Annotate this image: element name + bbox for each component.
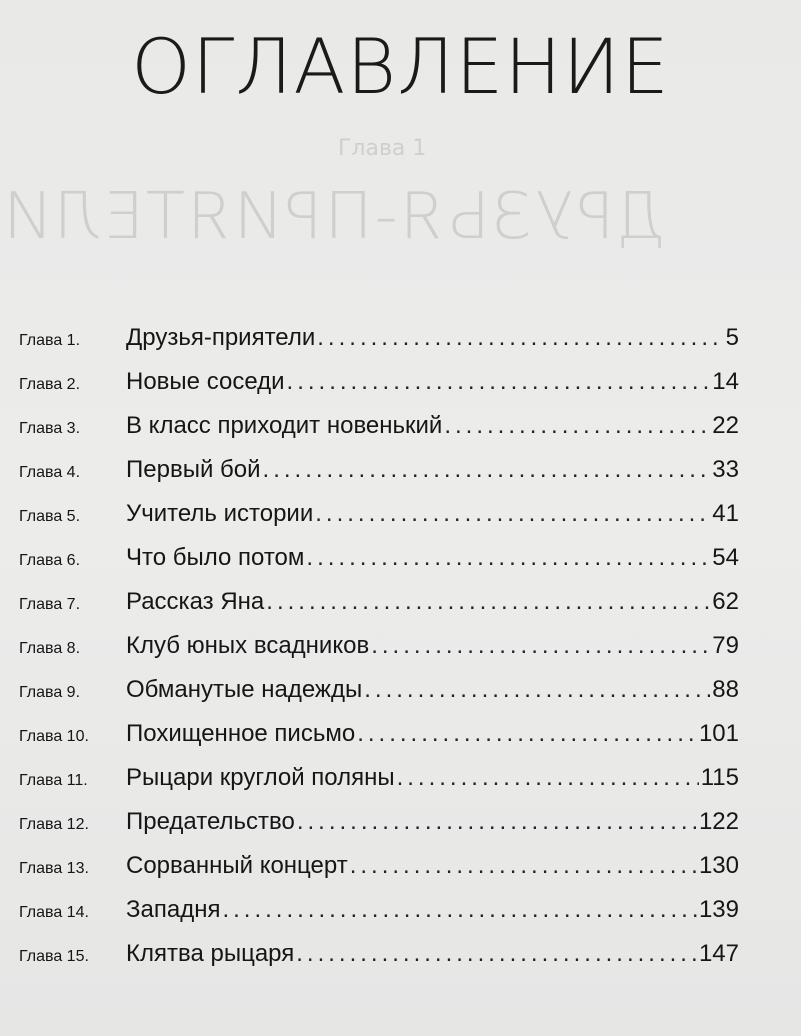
dot-leader: [222, 896, 697, 924]
dot-leader: [315, 500, 710, 528]
toc-entry: [126, 852, 739, 880]
dot-leader: [357, 720, 697, 748]
dot-leader: [266, 588, 710, 616]
bleed-through-chapter-heading: ДРУЗЬЯ-ПРИЯТЕЛИ: [1, 180, 666, 254]
page-number: 5: [725, 324, 739, 351]
page-number: 14: [712, 368, 739, 395]
toc-entry: [126, 720, 739, 748]
dot-leader: [287, 368, 711, 396]
page-number: 122: [698, 808, 739, 835]
chapter-number: Глава 9.: [19, 684, 81, 701]
chapter-title: В класс приходит новенький: [126, 412, 443, 439]
toc-row: [0, 312, 801, 356]
toc-row: [0, 840, 801, 884]
toc-row: [0, 884, 801, 928]
chapter-title: Предательство: [126, 808, 295, 835]
toc-row: [0, 928, 801, 972]
toc-row: [0, 620, 801, 664]
chapter-title: Что было потом: [126, 544, 305, 571]
chapter-title: Обманутые надежды: [126, 676, 363, 703]
dot-leader: [296, 940, 697, 968]
page-number: 41: [712, 500, 739, 527]
page-number: 22: [712, 412, 739, 439]
toc-entry: [126, 764, 739, 792]
toc-row: [0, 664, 801, 708]
dot-leader: [444, 412, 710, 440]
chapter-number: Глава 11.: [19, 772, 88, 789]
chapter-title: Рассказ Яна: [126, 588, 265, 615]
toc-row: [0, 356, 801, 400]
chapter-title: Похищенное письмо: [126, 720, 356, 747]
toc-row: [0, 488, 801, 532]
dot-leader: [364, 676, 710, 704]
page-number: 101: [698, 720, 739, 747]
dot-leader: [371, 632, 710, 660]
chapter-title: Друзья-приятели: [126, 324, 316, 351]
page-number: 130: [698, 852, 739, 879]
toc-entry: [126, 368, 739, 396]
chapter-number: Глава 6.: [19, 552, 81, 569]
toc-entry: [126, 324, 739, 352]
chapter-title: Западня: [126, 896, 221, 923]
toc-entry: [126, 544, 739, 572]
dot-leader: [397, 764, 699, 792]
dot-leader: [350, 852, 697, 880]
page-title: ОГЛАВЛЕНИЕ: [131, 22, 670, 111]
page-number: 62: [712, 588, 739, 615]
chapter-number: Глава 15.: [19, 948, 89, 965]
dot-leader: [263, 456, 711, 484]
chapter-title: Учитель истории: [126, 500, 314, 527]
chapter-title: Рыцари круглой поляны: [126, 764, 395, 791]
toc-row: [0, 752, 801, 796]
chapter-title: Первый бой: [126, 456, 261, 483]
chapter-number: Глава 1.: [19, 332, 81, 349]
chapter-number: Глава 8.: [19, 640, 81, 657]
page-number: 79: [712, 632, 739, 659]
toc-row: [0, 576, 801, 620]
chapter-number: Глава 10.: [19, 728, 89, 745]
toc-entry: [126, 456, 739, 484]
chapter-number: Глава 3.: [19, 420, 81, 437]
chapter-number: Глава 13.: [19, 860, 89, 877]
page-number: 33: [712, 456, 739, 483]
chapter-title: Клятва рыцаря: [126, 940, 295, 967]
chapter-title: Сорванный концерт: [126, 852, 348, 879]
toc-entry: [126, 500, 739, 528]
toc-entry: [126, 676, 739, 704]
dot-leader: [306, 544, 710, 572]
page-number: 88: [712, 676, 739, 703]
toc-entry: [126, 412, 739, 440]
toc-row: [0, 796, 801, 840]
chapter-title: Новые соседи: [126, 368, 285, 395]
bleed-through-chapter-label: Глава 1: [338, 136, 427, 161]
chapter-number: Глава 7.: [19, 596, 81, 613]
toc-row: [0, 400, 801, 444]
chapter-title: Клуб юных всадников: [126, 632, 370, 659]
chapter-number: Глава 2.: [19, 376, 81, 393]
chapter-number: Глава 4.: [19, 464, 81, 481]
dot-leader: [317, 324, 723, 352]
toc-entry: [126, 632, 739, 660]
dot-leader: [297, 808, 697, 836]
chapter-number: Глава 12.: [19, 816, 89, 833]
toc-row: [0, 444, 801, 488]
toc-entry: [126, 808, 739, 836]
chapter-number: Глава 14.: [19, 904, 89, 921]
page-number: 115: [700, 764, 739, 791]
chapter-number: Глава 5.: [19, 508, 81, 525]
toc-row: [0, 708, 801, 752]
toc-row: [0, 532, 801, 576]
page-number: 147: [698, 940, 739, 967]
toc-entry: [126, 588, 739, 616]
toc-entry: [126, 940, 739, 968]
toc-entry: [126, 896, 739, 924]
page-number: 139: [698, 896, 739, 923]
page-number: 54: [712, 544, 739, 571]
